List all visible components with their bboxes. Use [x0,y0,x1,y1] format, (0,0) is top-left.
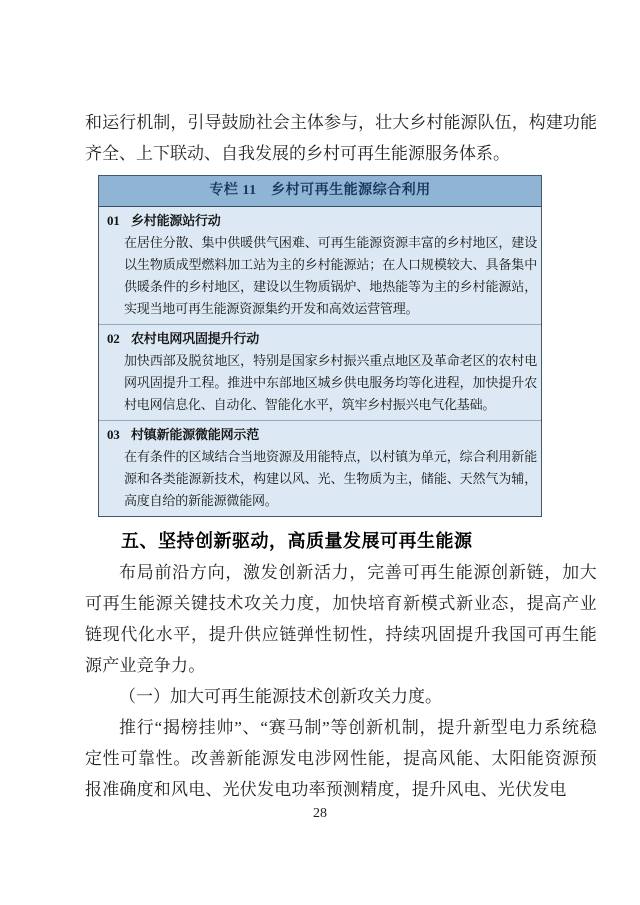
callout-item-1-head [107,210,537,232]
paragraph-1: 和运行机制，引导鼓励社会主体参与，壮大乡村能源队伍，构建功能齐全、上下联动、自我发展的乡村可再生能源服务体系。 [85,113,597,163]
paragraph-2: 布局前沿方向，激发创新活力，完善可再生能源创新链，加大可再生能源关键技术攻关力度，加快培育新模式新业态，提高产业链现代化水平，提升供应链弹性韧性，持续巩固提升我国可再生能源产业竞争力。 [85,563,597,675]
item-body: 在居住分散、集中供暖供气困难、可再生能源资源丰富的乡村地区，建设以生物质成型燃料加工站为主的乡村能源站；在人口规模较大、具备集中供暖条件的乡村地区，建设以生物质锅炉、地热能等为主的乡村能源站，实现当地可再生能源资源集约开发和高效运营管理。 [124,235,537,316]
callout-box-title: 专栏 11 乡村可再生能源综合利用 [99,176,541,207]
sub-heading: （一）加大可再生能源技术创新攻关力度。 [119,687,442,706]
item-number: 03 [107,427,120,442]
item-number: 02 [107,331,120,346]
item-heading: 乡村能源站行动 [131,213,221,228]
item-body: 加快西部及脱贫地区，特别是国家乡村振兴重点地区及革命老区的农村电网巩固提升工程。推进中东部地区城乡供电服务均等化进程，加快提升农村电网信息化、自动化、智能化水平，筑牢乡村振兴电气化基础。 [124,353,537,412]
item-number: 01 [107,213,120,228]
item-heading: 农村电网巩固提升行动 [131,331,260,346]
text-column [85,107,597,805]
callout-item-1 [99,207,541,324]
paragraph-3: 推行“揭榜挂帅”、“赛马制”等创新机制，提升新型电力系统稳定性可靠性。改善新能源发电涉网性能，提高风能、太阳能资源预报准确度和风电、光伏发电功率预测精度，提升风电、光伏发电 [85,718,597,799]
callout-box [98,175,542,517]
item-body: 在有条件的区域结合当地资源及用能特点，以村镇为单元，综合利用新能源和各类能源新技术，构建以风、光、生物质为主，储能、天然气为辅，高度自给的新能源微能网。 [124,449,537,508]
item-heading: 村镇新能源微能网示范 [131,427,260,442]
callout-item-3-head [107,424,537,446]
section-heading: 五、坚持创新驱动，高质量发展可再生能源 [121,531,473,551]
page-number: 28 [313,806,327,821]
callout-item-2 [99,324,541,420]
callout-item-2-head [107,328,537,350]
callout-item-3 [99,420,541,516]
